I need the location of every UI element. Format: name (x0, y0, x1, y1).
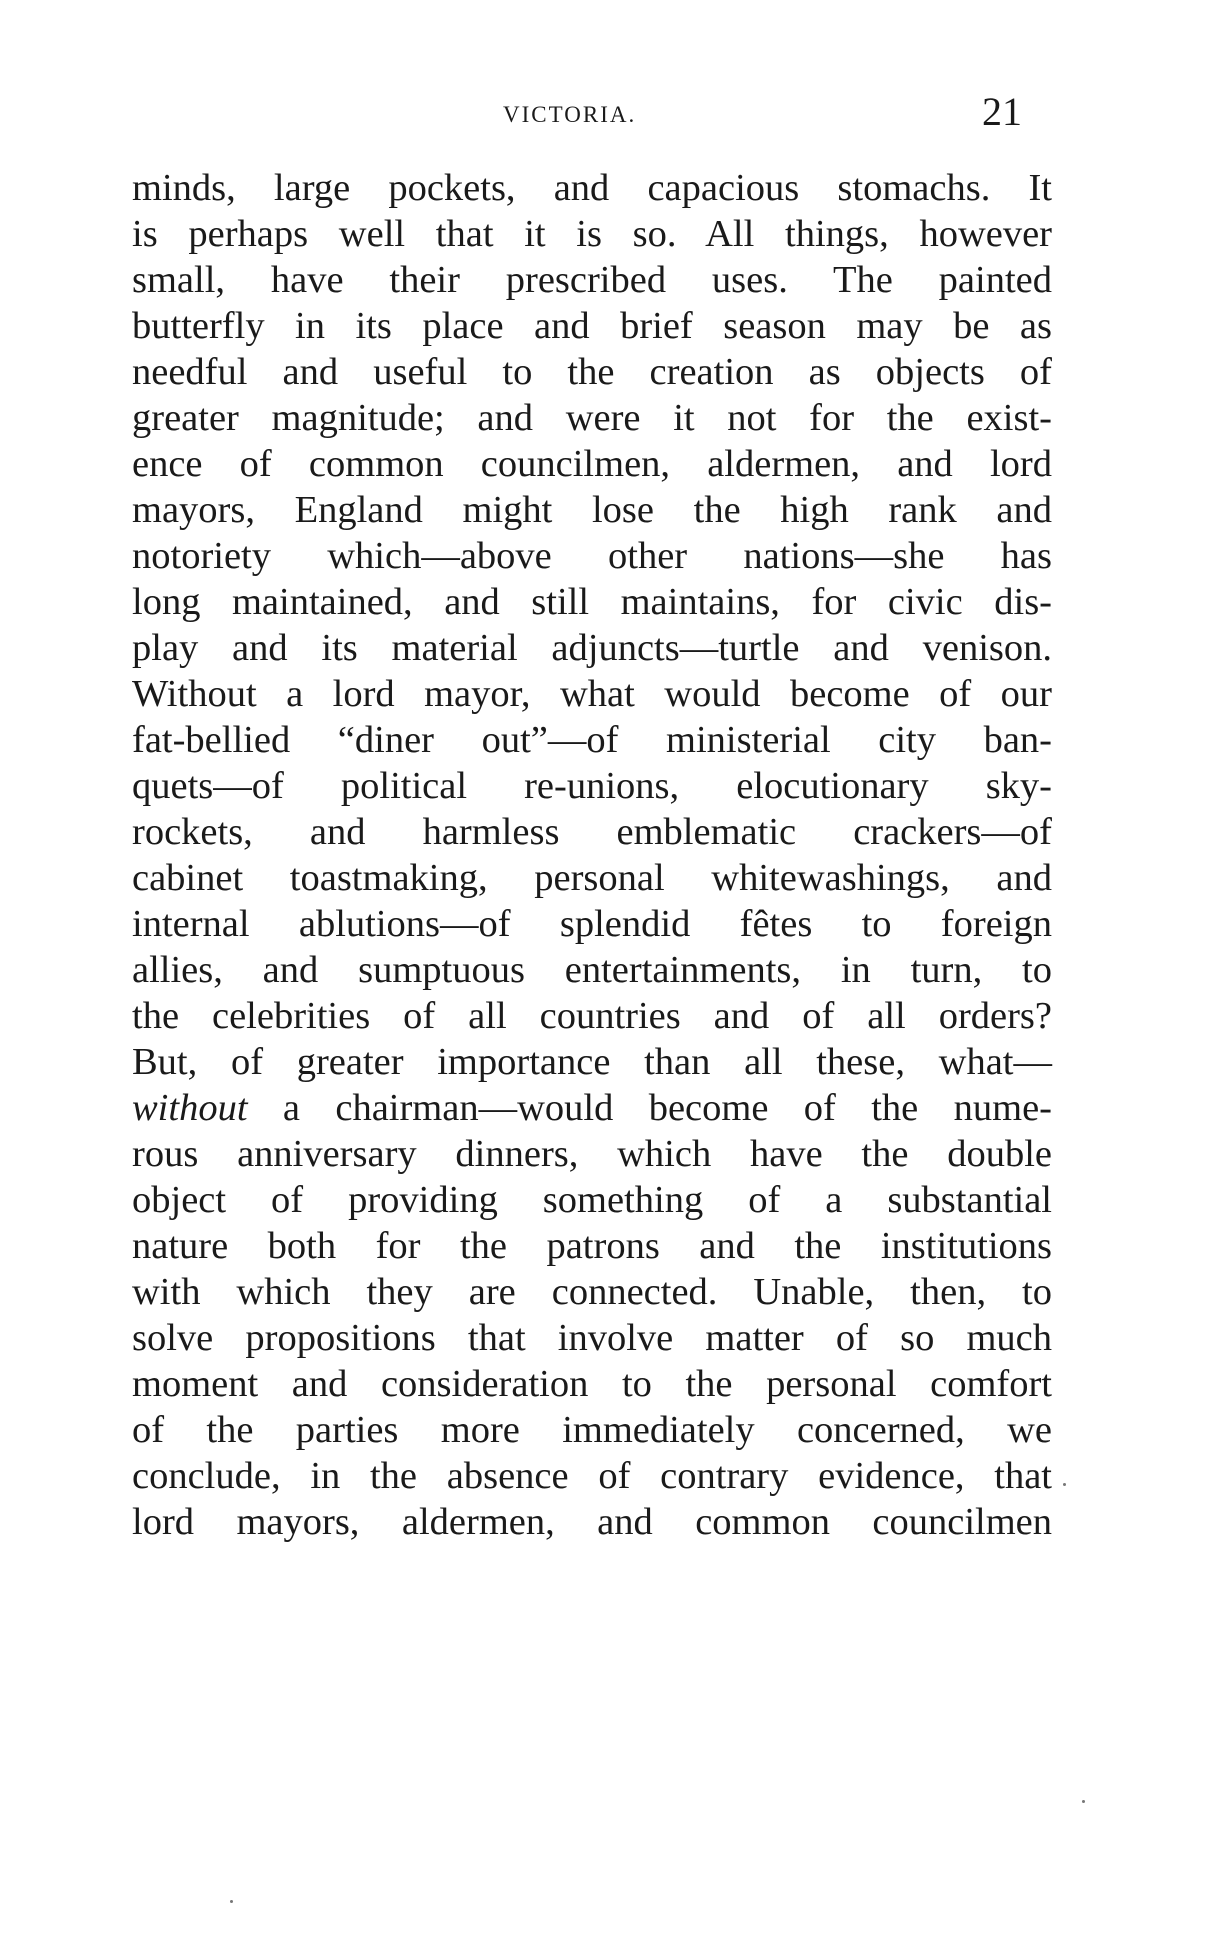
text-line: conclude, in the absence of contrary evidence, that (132, 1455, 1052, 1497)
text-line: nature both for the patrons and the institutions (132, 1225, 1052, 1267)
text-line: play and its material adjuncts—turtle and venison. (132, 627, 1052, 669)
paper-speck (230, 1900, 233, 1903)
text-line: solve propositions that involve matter of so much (132, 1317, 1052, 1359)
text-line: cabinet toastmaking, personal whitewashings, and (132, 857, 1052, 899)
text-line: allies, and sumptuous entertainments, in turn, to (132, 949, 1052, 991)
text-line: needful and useful to the creation as objects of (132, 351, 1052, 393)
text-line: rous anniversary dinners, which have the double (132, 1133, 1052, 1175)
text-line: greater magnitude; and were it not for the exist- (132, 397, 1052, 439)
text-line: rockets, and harmless emblematic crackers—of (132, 811, 1052, 853)
text-line: object of providing something of a substantial (132, 1179, 1052, 1221)
text-line: small, have their prescribed uses. The painted (132, 259, 1052, 301)
running-head-title: VICTORIA. (503, 102, 637, 127)
text-line: the celebrities of all countries and of all orders? (132, 995, 1052, 1037)
line-remainder: a chairman—would become of the nume- (247, 1087, 1052, 1129)
text-line: minds, large pockets, and capacious stomachs. It (132, 167, 1052, 209)
text-line: ence of common councilmen, aldermen, and lord (132, 443, 1052, 485)
text-line: butterfly in its place and brief season may be as (132, 305, 1052, 347)
text-line: quets—of political re-unions, elocutionary sky- (132, 765, 1052, 807)
text-line: with which they are connected. Unable, then, to (132, 1271, 1052, 1313)
text-line: Without a lord mayor, what would become of our (132, 673, 1052, 715)
text-line: mayors, England might lose the high rank and (132, 489, 1052, 531)
text-line: internal ablutions—of splendid fêtes to foreign (132, 903, 1052, 945)
paper-speck (1063, 1483, 1066, 1486)
text-line: long maintained, and still maintains, for civic dis- (132, 581, 1052, 623)
text-line: notoriety which—above other nations—she has (132, 535, 1052, 577)
text-line: But, of greater importance than all these, what— (132, 1041, 1052, 1083)
page-number: 21 (982, 89, 1022, 134)
running-head (0, 88, 1228, 138)
paper-speck (1082, 1800, 1085, 1803)
italic-word: without (132, 1087, 248, 1129)
text-line: fat-bellied “diner out”—of ministerial city ban- (132, 719, 1052, 761)
text-line: lord mayors, aldermen, and common councilmen (132, 1501, 1052, 1543)
text-line: is perhaps well that it is so. All things, however (132, 213, 1052, 255)
text-line: moment and consideration to the personal comfort (132, 1363, 1052, 1405)
text-line: of the parties more immediately concerned, we (132, 1409, 1052, 1451)
